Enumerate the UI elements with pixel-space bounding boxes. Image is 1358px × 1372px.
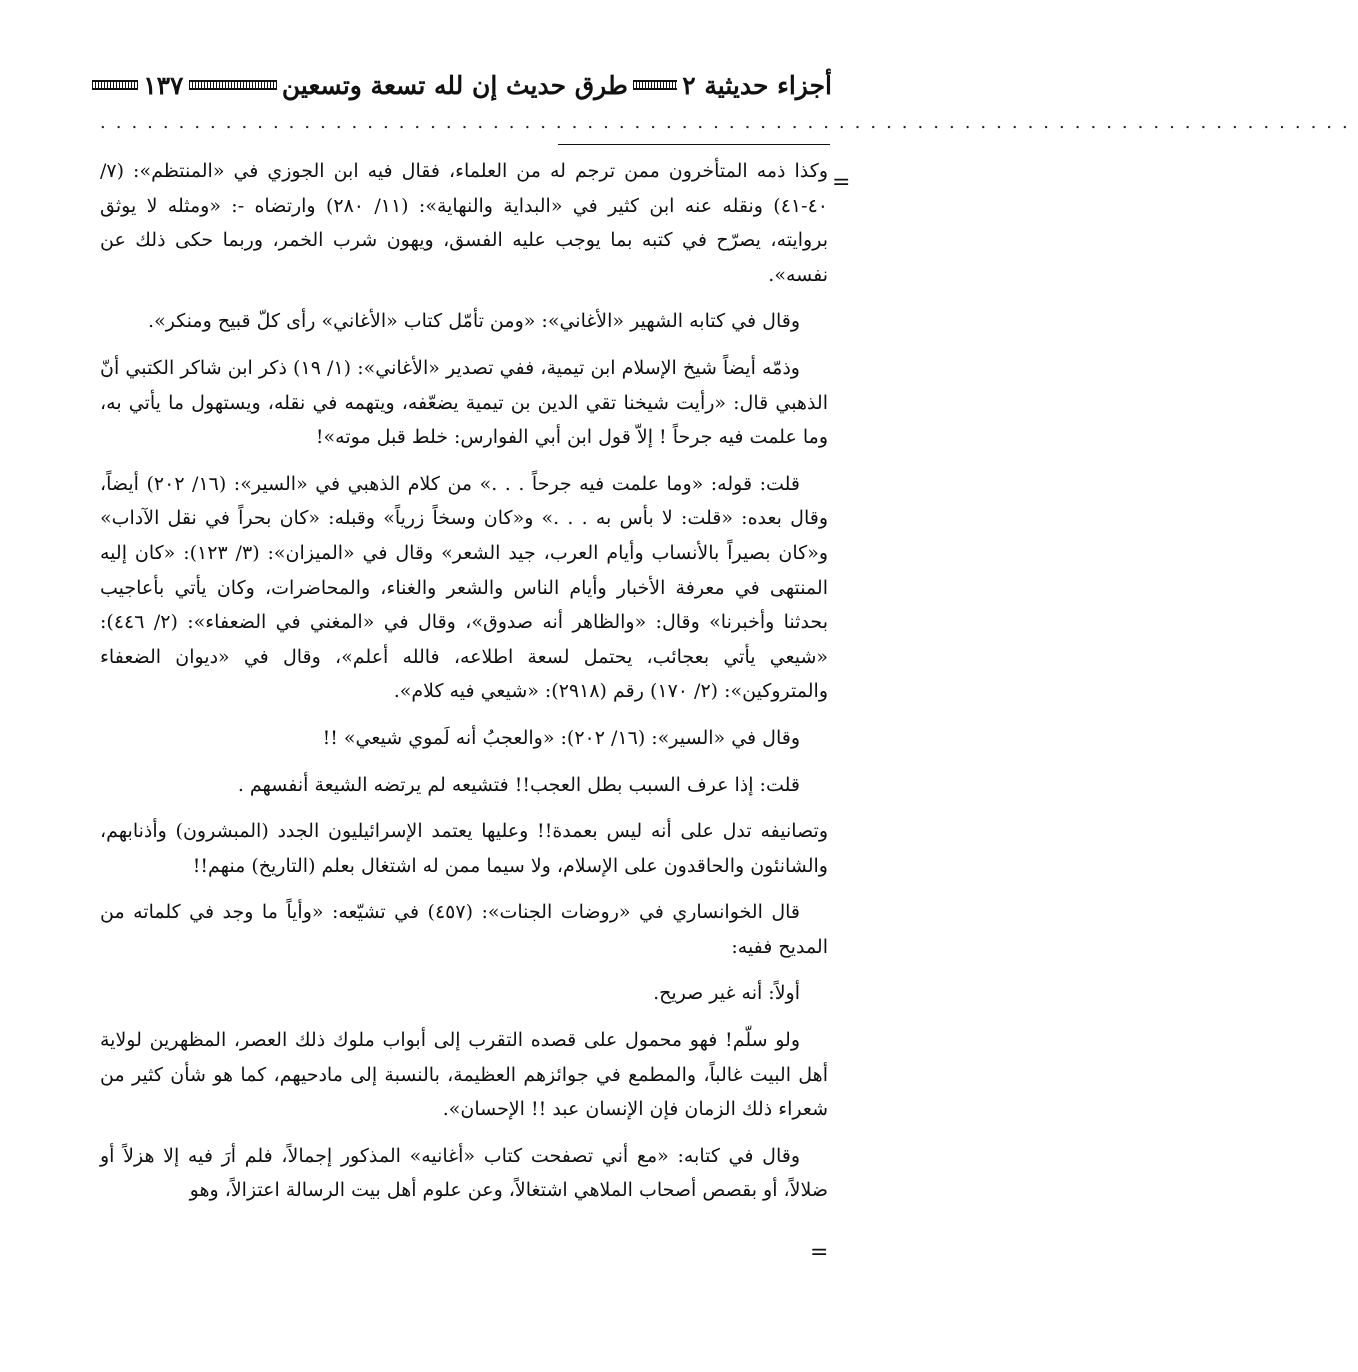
dotted-separator: ................................................................................: [100, 112, 1358, 133]
header-rule: [189, 80, 277, 90]
header-rule: [633, 80, 677, 90]
paragraph: وذمّه أيضاً شيخ الإسلام ابن تيمية، ففي تصدير «الأغاني»: (١/ ١٩) ذكر ابن شاكر الكتبي أنّ الذهبي قال: «رأيت شيخنا تقي الدين بن تيمية يضعّفه، ويتهمه في نقله، ويستهول ما يأتي به، وما علمت فيه جرحاً ! إلاّ قول ابن أبي الفوارس: خلط قبل موته»!: [100, 356, 828, 449]
book-title: أجزاء حديثية ٢: [682, 70, 832, 100]
page-header: [92, 66, 832, 104]
continuation-mark-top: =: [832, 170, 851, 195]
paragraph: وقال في كتابه الشهير «الأغاني»: «ومن تأمّل كتاب «الأغاني» رأى كلّ قبيح ومنكر».: [148, 310, 800, 333]
paragraph: قلت: قوله: «وما علمت فيه جرحاً . . .» من كلام الذهبي في «السير»: (١٦/ ٢٠٢) أيضاً، وقال بعده: «قلت: لا بأس به . . .» و«كان وسخاً زرياً» وقبله: «كان بحراً في نقل الآداب» و«كان بصيراً بالأنساب وأيام العرب، جيد الشعر» وقال في «الميزان»: (٣/ ١٢٣): «كان إليه المنتهى في معرفة الأخبار وأيام الناس والشعر والغناء، والمحاضرات، وكان يأتي بأعاجيب بحدثنا وأخبرنا» وقال: «والظاهر أنه صدوق»، وقال في «المغني في الضعفاء»: (٢/ ٤٤٦): «شيعي يأتي بعجائب، يحتمل لسعة اطلاعه، فالله أعلم»، وقال في «ديوان الضعفاء والمتروكين»: (٢/ ١٧٠) رقم (٢٩١٨): «شيعي فيه كلام».: [100, 472, 828, 703]
page-number: ١٣٧: [143, 70, 184, 100]
paragraph: وتصانيفه تدل على أنه ليس بعمدة!! وعليها يعتمد الإسرائيليون الجدد (المبشرون) وأذنابهم، والشانئون والحاقدون على الإسلام، ولا سيما ممن له اشتغال بعلم (التاريخ) منهم!!: [100, 820, 828, 877]
paragraph: قلت: إذا عرف السبب بطل العجب!! فتشيعه لم يرتضه الشيعة أنفسهم .: [237, 773, 800, 796]
paragraph: وقال في كتابه: «مع أني تصفحت كتاب «أغانيه» المذكور إجمالاً، فلم أرَ فيه إلا هزلاً أو ضلالاً، أو بقصص أصحاب الملاهي اشتغالاً، وعن علوم أهل بيت الرسالة اعتزالاً، وهو: [100, 1144, 828, 1202]
paragraph: وكذا ذمه المتأخرون ممن ترجم له من العلماء، فقال فيه ابن الجوزي في «المنتظم»: (٧/ ٤٠-٤١) ونقله عنه ابن كثير في «البداية والنهاية»: (١١/ ٢٨٠) وارتضاه -: «ومثله لا يوثق بروايته، يصرّح في كتبه بما يوجب عليه الفسق، ويهون شرب الخمر، وربما حكى ذلك عن نفسه».: [100, 160, 828, 286]
chapter-title: طرق حديث إن لله تسعة وتسعين: [281, 70, 628, 100]
header-rule: [92, 80, 138, 90]
footnote-text: [100, 154, 828, 1294]
paragraph: أولاً: أنه غير صريح.: [653, 982, 800, 1005]
continuation-mark-bottom: =: [810, 1240, 829, 1265]
paragraph: قال الخوانساري في «روضات الجنات»: (٤٥٧) في تشيّعه: «وأياً ما وجد في كلماته من المديح ففيه:: [100, 901, 828, 958]
paragraph: ولو سلّم! فهو محمول على قصده التقرب إلى أبواب ملوك ذلك العصر، المظهرين لولاية أهل البيت غالباً، والمطمع في جوائزهم العظيمة، بالنسبة إلى مادحيهم، كما هو شأن كثير من شعراء ذلك الزمان فإن الإنسان عبد !! الإحسان».: [100, 1029, 828, 1121]
footnote-separator-line: [558, 144, 830, 145]
paragraph: وقال في «السير»: (١٦/ ٢٠٢): «والعجبُ أنه لَموي شيعي» !!: [322, 726, 800, 749]
